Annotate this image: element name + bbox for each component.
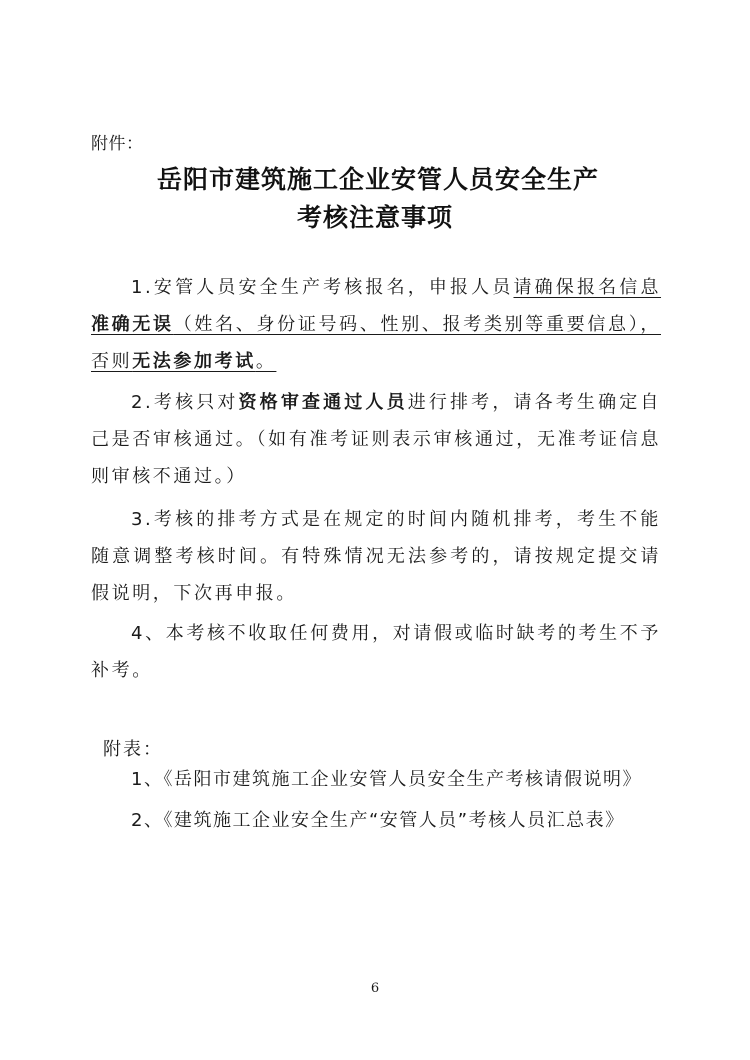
appendix-item-2: 2、《建筑施工企业安全生产“安管人员”考核人员汇总表》 (131, 810, 625, 831)
notice-item-1-text: 1.安管人员安全生产考核报名，申报人员 (131, 277, 514, 298)
appendix-label: 附表： (103, 739, 163, 760)
document-title-line-2: 考核注意事项 (296, 203, 453, 232)
notice-item-1-underlined: 请确保报名信息准确无误（姓名、身份证号码、性别、报考类别等重要信息），否则 (91, 277, 662, 372)
page-number: 6 (370, 981, 380, 996)
notice-item-1: 1.安管人员安全生产考核报名，申报人员请确保报名信息准确无误（姓名、身份证号码、性别、报考类别等重要信息），否则无法参加考试。 (91, 277, 662, 372)
document-title-line-1: 岳阳市建筑施工企业安管人员安全生产 (156, 165, 599, 194)
notice-item-1-emphasis: 准确无误 (91, 314, 174, 335)
notice-item-3: 3.考核的排考方式是在规定的时间内随机排考，考生不能随意调整考核时间。有特殊情况无法参考的，请按规定提交请假说明，下次再申报。 (91, 509, 661, 604)
notice-item-4: 4、本考核不收取任何费用，对请假或临时缺考的考生不予补考。 (91, 623, 661, 681)
appendix-item-1: 1、《岳阳市建筑施工企业安管人员安全生产考核请假说明》 (131, 769, 642, 790)
attachment-label: 附件： (91, 134, 144, 154)
notice-item-1-warning: 无法参加考试 (132, 351, 256, 372)
notice-item-2-emphasis: 资格审查通过人员 (238, 392, 408, 413)
notice-item-2: 2.考核只对资格审查通过人员进行排考，请各考生确定自己是否审核通过。（如有准考证则表示审核通过，无准考证信息则审核不通过。） (91, 392, 661, 487)
